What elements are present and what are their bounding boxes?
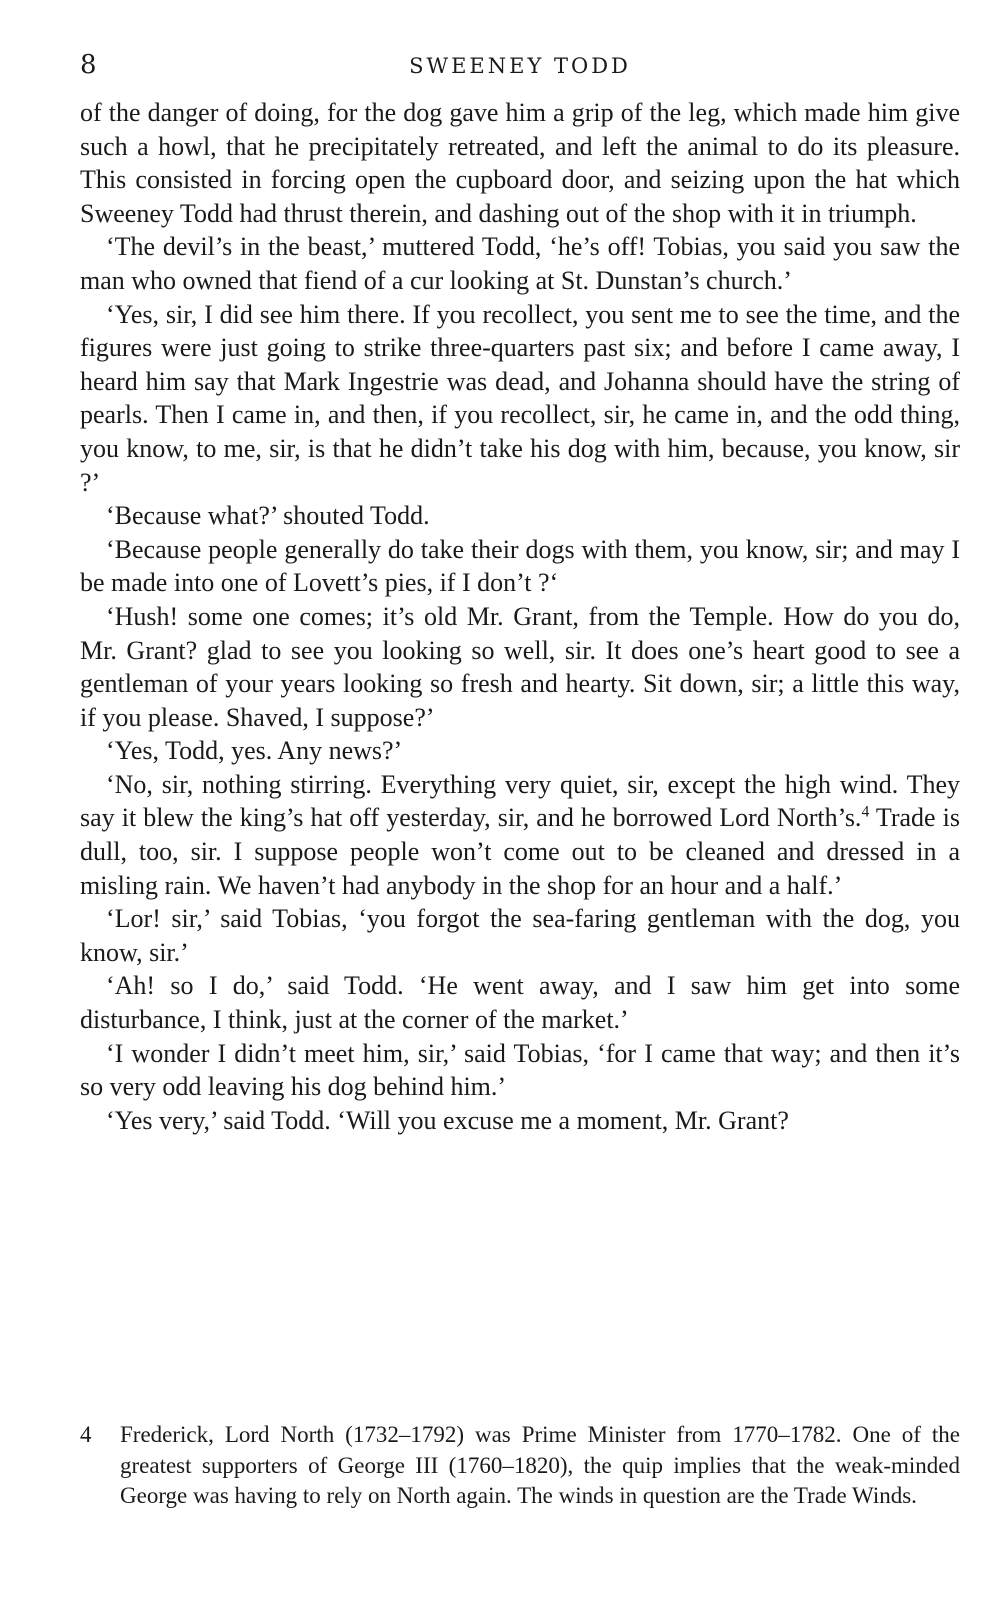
running-head: SWEENEY TODD — [409, 54, 631, 78]
paragraph — [80, 768, 960, 902]
footnote — [80, 1420, 960, 1512]
footnote-number: 4 — [80, 1422, 92, 1447]
page-header — [80, 50, 960, 86]
paragraph: ‘Because people generally do take their dogs with them, you know, sir; and may I be made into one of Lovett’s pies, if I don’t ?‘ — [80, 534, 960, 598]
footnote-reference: 4 — [861, 803, 870, 821]
footnotes — [80, 1420, 960, 1512]
paragraph: ‘The devil’s in the beast,’ muttered Todd, ‘he’s off! Tobias, you said you saw the man who owned that fiend of a cur looking at St. Dunstan’s church.’ — [80, 232, 960, 295]
paragraph: ‘Because what?’ shouted Todd. — [106, 501, 430, 531]
paragraph: of the danger of doing, for the dog gave him a grip of the leg, which made him give such a howl, that he precipitately retreated, and left the animal to do its pleasure. This consisted in forcing open the cupboard door, and seizing upon the hat which Sweeney Todd had thrust therein, and dashing out of the shop with it in triumph. — [80, 98, 960, 228]
paragraph-text: Trade is dull, too, sir. I suppose people won’t come out to be cleaned and dressed in a misling rain. We haven’t had anybody in the shop for an hour and a half.’ — [80, 803, 960, 900]
paragraph: ‘Hush! some one comes; it’s old Mr. Grant, from the Temple. How do you do, Mr. Grant? glad to see you looking so well, sir. It does one’s heart good to see a gentleman of your years looking so fresh and hearty. Sit down, sir; a little this way, if you please. Shaved, I suppose?’ — [80, 601, 960, 732]
footnote-text: Frederick, Lord North (1732–1792) was Prime Minister from 1770–1782. One of the greatest supporters of George III (1760–1820), the quip implies that the weak-minded George was having to rely on North again. The winds in question are the Trade Winds. — [120, 1422, 960, 1508]
paragraph: ‘I wonder I didn’t meet him, sir,’ said Tobias, ‘for I came that way; and then it’s so very odd leaving his dog behind him.’ — [80, 1038, 960, 1102]
paragraph: ‘Yes, Todd, yes. Any news?’ — [106, 736, 403, 766]
paragraph: ‘Yes very,’ said Todd. ‘Will you excuse me a moment, Mr. Grant? — [106, 1105, 789, 1135]
paragraph: ‘Ah! so I do,’ said Todd. ‘He went away, and I saw him get into some disturbance, I think, just at the corner of the market.’ — [80, 971, 960, 1035]
page-number: 8 — [80, 50, 97, 80]
paragraph: ‘Yes, sir, I did see him there. If you recollect, you sent me to see the time, and the figures were just going to strike three-quarters past six; and before I came away, I heard him say that Mark Ingestrie was dead, and Johanna should have the string of pearls. Then I came in, and then, if you recollect, sir, he came in, and the odd thing, you know, to me, sir, is that he didn’t take his dog with him, because, you know, sir ?’ — [80, 299, 960, 497]
paragraph-text: ‘No, sir, nothing stirring. Everything very quiet, sir, except the high wind. They say it blew the king’s hat off yesterday, sir, and he borrowed Lord North’s. — [80, 769, 960, 833]
paragraph: ‘Lor! sir,’ said Tobias, ‘you forgot the sea-faring gentleman with the dog, you know, sir.’ — [80, 904, 960, 967]
body-text — [80, 96, 960, 1137]
